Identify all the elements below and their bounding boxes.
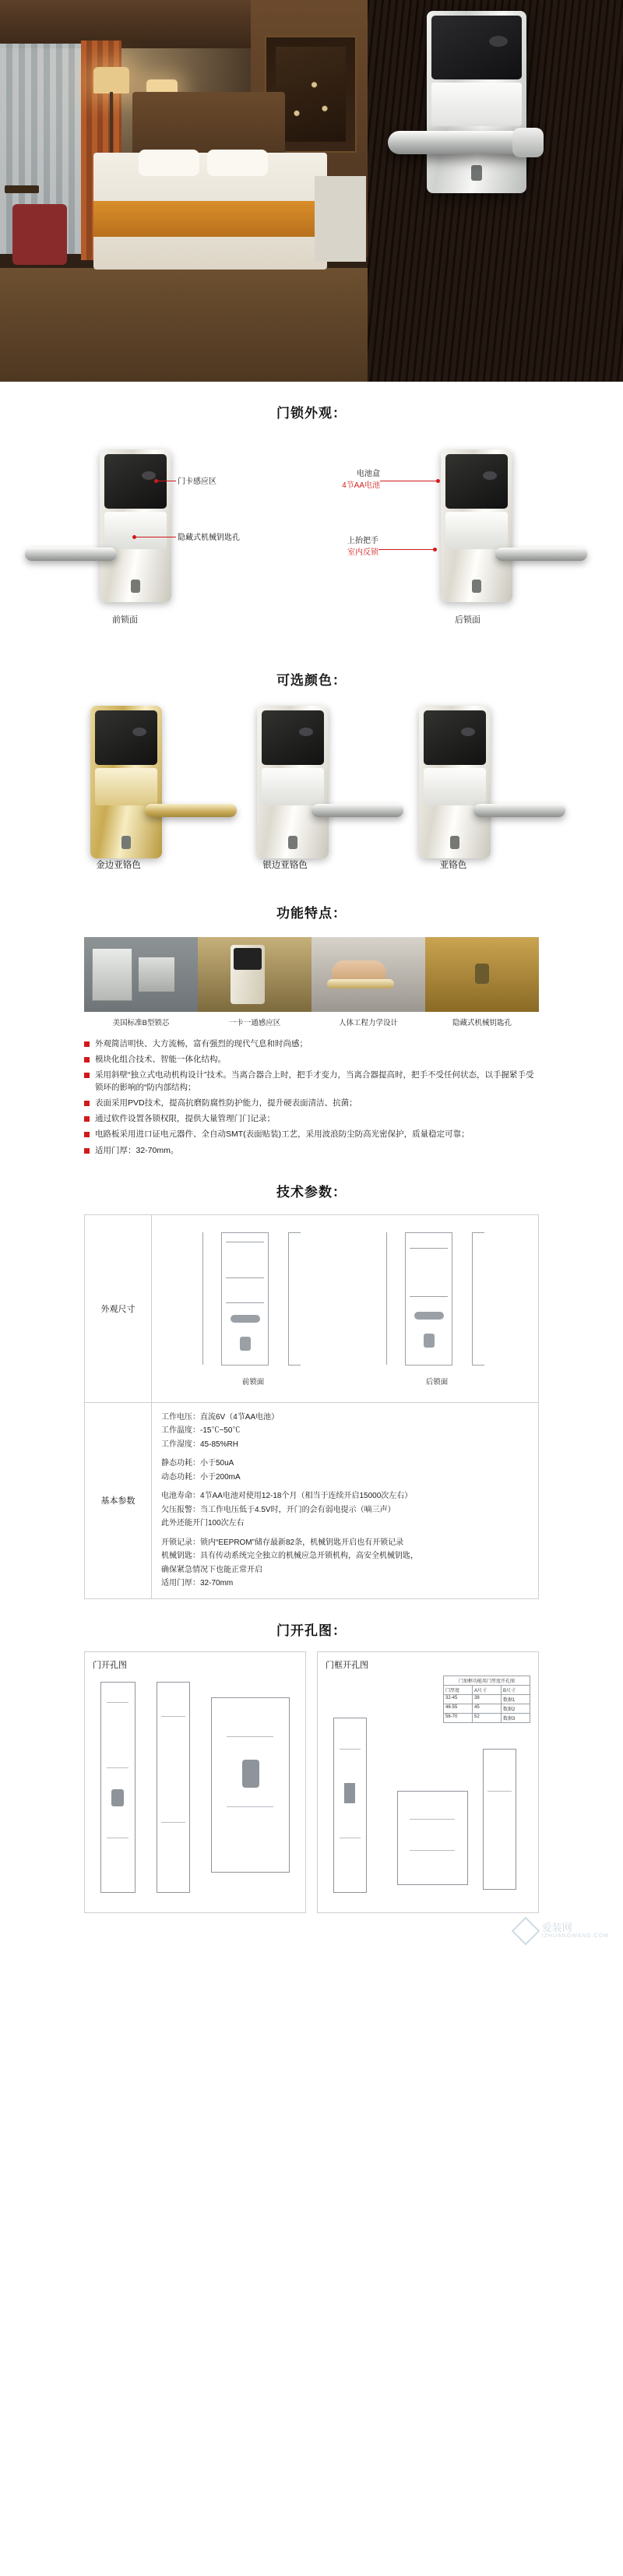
room-pillow bbox=[207, 150, 268, 176]
spec-line: 机械钥匙：具有传动系统完全独立的机械应急开锁机构，高安全机械钥匙， bbox=[161, 1552, 418, 1561]
features-title: 功能特点： bbox=[276, 906, 347, 921]
watermark bbox=[516, 1921, 609, 1941]
feature-caption-2: 一卡一通感应区 bbox=[228, 1019, 281, 1027]
room-pillow bbox=[139, 150, 199, 176]
feature-image-strip bbox=[84, 937, 539, 1012]
keyhole-icon bbox=[131, 580, 140, 593]
room-side-table bbox=[5, 185, 39, 193]
lock-mid-panel bbox=[262, 768, 324, 805]
color-option-silver[interactable] bbox=[257, 706, 329, 858]
lock-front-icon bbox=[231, 945, 265, 1004]
battery-cover-panel bbox=[445, 454, 508, 509]
spec-row-label: 外观尺寸 bbox=[85, 1215, 152, 1402]
lock-handle bbox=[327, 979, 394, 988]
thumbturn-icon bbox=[472, 580, 481, 593]
spec-line: 工作湿度：45-85%RH bbox=[161, 1440, 238, 1449]
door-hole-canvas bbox=[90, 1674, 301, 1908]
room-bed-runner bbox=[93, 201, 327, 237]
keyhole-icon bbox=[471, 165, 482, 181]
table-row: 56-70 52 数据3 bbox=[445, 1714, 516, 1721]
callout-hidden-keyhole: 隐藏式机械钥匙孔 bbox=[178, 534, 240, 542]
battery-indicator-icon bbox=[483, 471, 497, 480]
callout-lift-handle: 上抬把手 室内反锁 bbox=[347, 537, 378, 557]
holes-title: 门开孔图： bbox=[276, 1623, 347, 1638]
feature-bullet-list bbox=[84, 1038, 539, 1157]
spec-row-label: 基本参数 bbox=[85, 1403, 152, 1598]
mortise-plate-icon bbox=[139, 957, 174, 992]
lock-handle bbox=[145, 804, 237, 817]
spec-line: 工作温度：-15℃~50℃ bbox=[161, 1426, 241, 1436]
table-row: 46-55 45 数据2 bbox=[444, 1704, 530, 1714]
card-reader-panel bbox=[95, 710, 157, 765]
appearance-section-header bbox=[0, 382, 623, 426]
color-option-chrome[interactable] bbox=[419, 706, 491, 858]
door-hole-drawing-card bbox=[84, 1651, 306, 1913]
back-dimension-drawing bbox=[378, 1228, 495, 1387]
hole-note-title: 门加框功能用门厚度开孔图 bbox=[444, 1676, 530, 1686]
colors-title: 可选颜色： bbox=[276, 673, 347, 688]
hotel-room-photo bbox=[0, 0, 368, 382]
specs-title: 技术参数： bbox=[276, 1184, 347, 1200]
lock-mid-panel bbox=[431, 83, 522, 126]
callout-card-area: 门卡感应区 bbox=[178, 477, 216, 486]
list-item: 适用门厚：32-70mm。 bbox=[84, 1145, 539, 1157]
lock-handle bbox=[312, 804, 403, 817]
door-hole-title: 门开孔图 bbox=[93, 1660, 127, 1670]
lock-handle bbox=[495, 548, 587, 561]
feature-image-mortise bbox=[84, 937, 198, 1012]
hero-lock-body bbox=[427, 11, 526, 193]
color-label-silver: 银边亚铬色 bbox=[262, 861, 308, 870]
spec-line: 动态功耗：小于200mA bbox=[161, 1472, 241, 1482]
feature-captions bbox=[84, 1017, 539, 1027]
front-drawing-caption: 前锁面 bbox=[241, 1377, 265, 1387]
color-label-gold: 金边亚铬色 bbox=[96, 861, 141, 870]
front-dimension-drawing bbox=[195, 1228, 312, 1387]
callout-line bbox=[378, 549, 435, 550]
spec-line: 此外还能开门100次左右 bbox=[161, 1519, 245, 1528]
feature-image-hidden-keyhole bbox=[425, 937, 539, 1012]
keyhole-icon bbox=[475, 964, 489, 984]
spec-line: 适用门厚：32-70mm bbox=[161, 1579, 234, 1588]
card-sensor-icon bbox=[142, 471, 156, 480]
hole-note-table bbox=[443, 1676, 530, 1723]
table-row bbox=[85, 1215, 538, 1403]
card-sensor-icon bbox=[299, 728, 313, 736]
appearance-title: 门锁外观： bbox=[276, 406, 347, 421]
bullet-square-icon bbox=[84, 1073, 90, 1078]
frame-hole-title: 门框开孔图 bbox=[326, 1660, 368, 1670]
spec-line: 确保紧急情况下也能正常开启 bbox=[161, 1565, 262, 1574]
hero-banner bbox=[0, 0, 623, 382]
bullet-square-icon bbox=[84, 1148, 90, 1154]
lock-mid-panel bbox=[104, 512, 167, 549]
spec-row-body bbox=[152, 1215, 538, 1402]
bullet-square-icon bbox=[84, 1041, 90, 1047]
card-sensor-icon bbox=[461, 728, 475, 736]
card-reader-panel bbox=[424, 710, 486, 765]
spec-line: 电池寿命：4节AA电池对使用12-18个月（相当于连续开启15000次左右） bbox=[161, 1492, 413, 1501]
feature-image-ergonomic bbox=[312, 937, 425, 1012]
lock-mid-panel bbox=[95, 768, 157, 805]
card-reader-panel bbox=[234, 948, 262, 970]
spec-line: 工作电压：直流6V（4节AA电池） bbox=[161, 1412, 280, 1422]
keyhole-icon bbox=[450, 836, 459, 849]
spec-line: 静态功耗：小于50uA bbox=[161, 1459, 234, 1468]
colors-section-header bbox=[0, 649, 623, 693]
back-drawing-caption: 后锁面 bbox=[425, 1377, 449, 1387]
spec-text-block bbox=[161, 1411, 529, 1591]
table-row bbox=[85, 1403, 538, 1598]
frame-hole-canvas bbox=[322, 1674, 533, 1908]
list-item: 通过软件设置各锁权限，提供大量管理门门记录； bbox=[84, 1113, 539, 1125]
footer bbox=[0, 1913, 623, 1957]
feature-caption-4: 隐藏式机械钥匙孔 bbox=[452, 1019, 512, 1027]
lock-handle bbox=[25, 548, 117, 561]
specs-section-header bbox=[0, 1161, 623, 1205]
list-item: 采用斜壁“独立式电动机构设计”技术。当离合器合上时，把手才变力，当离合器提高时，把手不受任何状态，以手握紧手受锁环的影响的“防内部结构； bbox=[84, 1070, 539, 1093]
spec-row-body bbox=[152, 1403, 538, 1598]
list-item: 模块化组合技术、智能一体化结构。 bbox=[84, 1054, 539, 1066]
spec-line: 开锁记录：锁内“EEPROM”储存最新82条，机械钥匙开启也有开锁记录 bbox=[161, 1538, 404, 1547]
drawing-canvas bbox=[195, 1228, 312, 1373]
list-item: 表面采用PVD技术，提高抗磨防腐性防护能力，提升硬表面清洁、抗菌； bbox=[84, 1098, 539, 1109]
room-floor bbox=[0, 268, 368, 382]
hole-drawings bbox=[84, 1651, 539, 1913]
front-lock-figure bbox=[100, 449, 171, 602]
spec-line: 欠压报警：当工作电压低于4.5V时，开门的会有弱电提示（嘀三声） bbox=[161, 1505, 396, 1514]
room-lamp-shade bbox=[93, 67, 129, 93]
card-reader-panel bbox=[431, 16, 522, 79]
lock-handle bbox=[473, 804, 565, 817]
drawing-canvas bbox=[378, 1228, 495, 1373]
bullet-square-icon bbox=[84, 1132, 90, 1137]
feature-caption-3: 人体工程力学设计 bbox=[338, 1019, 398, 1027]
feature-image-card-sensor bbox=[198, 937, 312, 1012]
feature-caption-1: 美国标准B型锁芯 bbox=[112, 1019, 170, 1027]
dimension-drawings bbox=[161, 1223, 529, 1394]
watermark-subtitle: IZHUANGWANG.COM bbox=[541, 1933, 609, 1940]
list-item: 电路板采用进口证电元器件、全自动SMT(表面贴装)工艺，采用波浪防尘防高光密保护，质量稳定可靠； bbox=[84, 1129, 539, 1140]
lock-mid-panel bbox=[445, 512, 508, 549]
appearance-figures bbox=[0, 437, 623, 649]
back-lock-caption: 后锁面 bbox=[455, 615, 480, 625]
card-sensor-icon bbox=[489, 36, 508, 47]
spec-table bbox=[84, 1214, 539, 1599]
frame-hole-drawing-card bbox=[317, 1651, 539, 1913]
color-label-chrome: 亚铬色 bbox=[439, 861, 467, 870]
diamond-logo-icon bbox=[511, 1916, 540, 1945]
hero-lock-handle bbox=[388, 131, 540, 154]
front-lock-caption: 前锁面 bbox=[112, 615, 138, 625]
lock-mid-panel bbox=[424, 768, 486, 805]
bullet-square-icon bbox=[84, 1116, 90, 1122]
mortise-body-icon bbox=[92, 948, 132, 1001]
table-row: 32-45 38 数据1 bbox=[444, 1695, 530, 1704]
callout-battery-box: 电池盒 4节AA电池 bbox=[342, 470, 380, 490]
table-row: 门厚度 A尺寸 B尺寸 bbox=[444, 1686, 530, 1695]
room-tv-cabinet bbox=[315, 176, 366, 262]
color-options bbox=[0, 701, 623, 882]
color-option-gold[interactable] bbox=[90, 706, 162, 858]
watermark-title: 爱装网 bbox=[541, 1922, 572, 1934]
keyhole-icon bbox=[288, 836, 297, 849]
holes-section-header bbox=[0, 1599, 623, 1644]
card-reader-panel bbox=[262, 710, 324, 765]
keyhole-icon bbox=[121, 836, 131, 849]
features-section-header bbox=[0, 882, 623, 926]
list-item: 外观简洁明快、大方流畅，富有强烈的现代气息和时尚感； bbox=[84, 1038, 539, 1050]
card-sensor-icon bbox=[132, 728, 146, 736]
room-armchair bbox=[12, 204, 67, 265]
bullet-square-icon bbox=[84, 1057, 90, 1062]
back-lock-figure bbox=[441, 449, 512, 602]
bullet-square-icon bbox=[84, 1101, 90, 1106]
